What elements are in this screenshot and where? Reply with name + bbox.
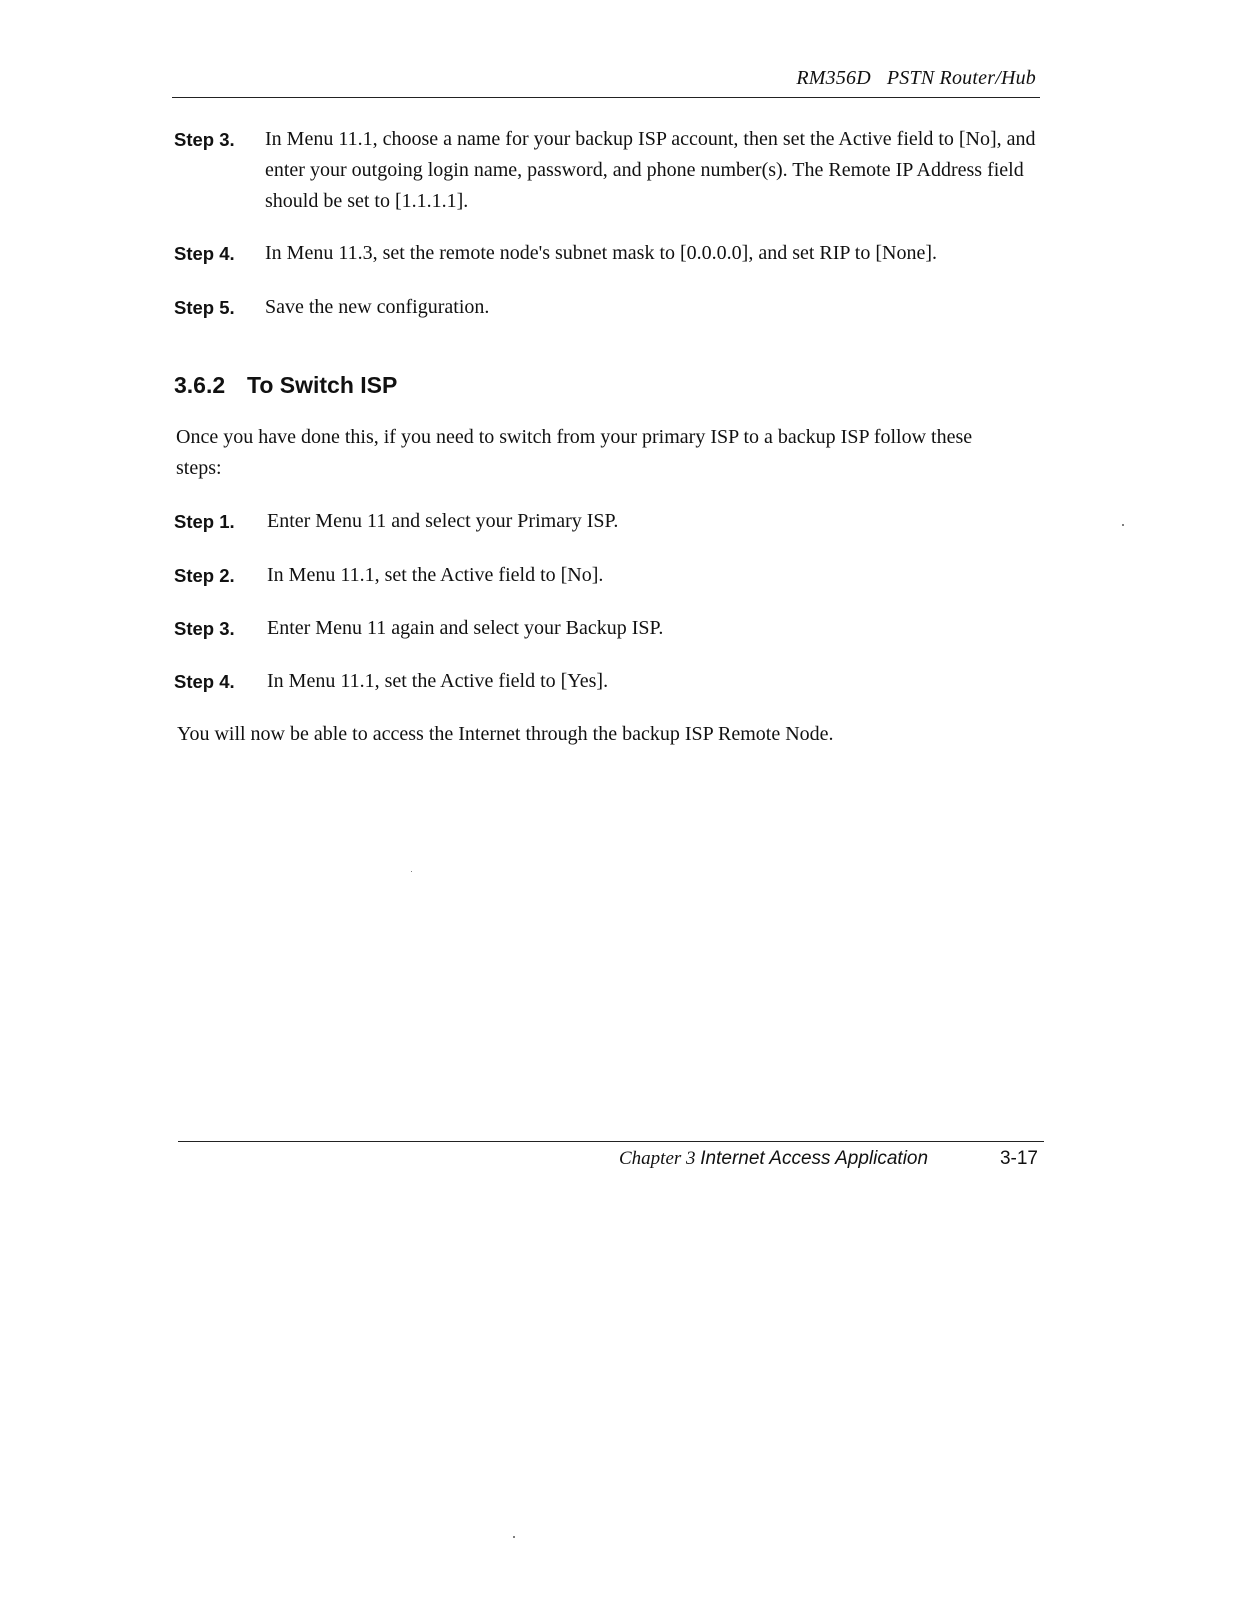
scan-speck: [1122, 524, 1124, 526]
section-number: 3.6.2: [174, 372, 226, 398]
step-label: Step 1.: [174, 511, 235, 532]
step-item: [174, 124, 1040, 217]
page-number: 3-17: [999, 1148, 1038, 1169]
step-text: Enter Menu 11 and select your Primary ISP.: [267, 510, 619, 532]
step-label: Step 3.: [174, 129, 235, 150]
section-heading: [174, 369, 397, 401]
header-model: RM356D: [796, 67, 871, 89]
step-text: In Menu 11.1, set the Active field to [Yes].: [267, 670, 609, 692]
step-text: In Menu 11.1, set the Active field to [No].: [267, 564, 604, 586]
step-text: In Menu 11.1, choose a name for your backup ISP account, then set the Active field to [No], and enter your outgoing login name, password, and phone number(s). The Remote IP Address field should be set to [1.1.1.1].: [265, 128, 1036, 212]
step-item: [174, 560, 1040, 591]
step-item: [174, 613, 1040, 644]
header-product: PSTN Router/Hub: [886, 67, 1036, 89]
closing-paragraph: You will now be able to access the Internet through the backup ISP Remote Node.: [177, 723, 834, 745]
step-label: Step 4.: [174, 243, 235, 264]
step-label: Step 2.: [174, 565, 235, 586]
footer-chapter: [619, 1147, 928, 1171]
step-item: [174, 666, 1040, 697]
step-text: In Menu 11.3, set the remote node's subnet mask to [0.0.0.0], and set RIP to [None].: [265, 242, 938, 264]
footer-chapter-title: Internet Access Application: [700, 1148, 929, 1169]
section-title: To Switch ISP: [247, 372, 398, 398]
scan-speck: [411, 871, 412, 872]
step-label: Step 3.: [174, 618, 235, 639]
step-text: Save the new configuration.: [265, 296, 490, 318]
step-item: [174, 506, 1040, 537]
intro-paragraph: Once you have done this, if you need to switch from your primary ISP to a backup ISP follow these steps:: [176, 426, 973, 479]
page-footer: [178, 1141, 1044, 1175]
footer-chapter-label: Chapter 3: [619, 1148, 696, 1169]
page-header: [172, 66, 1040, 98]
scan-speck: [513, 1536, 515, 1538]
step-item: [174, 292, 1040, 323]
step-text: Enter Menu 11 again and select your Backup ISP.: [267, 617, 664, 639]
step-item: [174, 238, 1040, 269]
step-label: Step 5.: [174, 297, 235, 318]
header-title: [796, 66, 1036, 90]
step-label: Step 4.: [174, 671, 235, 692]
